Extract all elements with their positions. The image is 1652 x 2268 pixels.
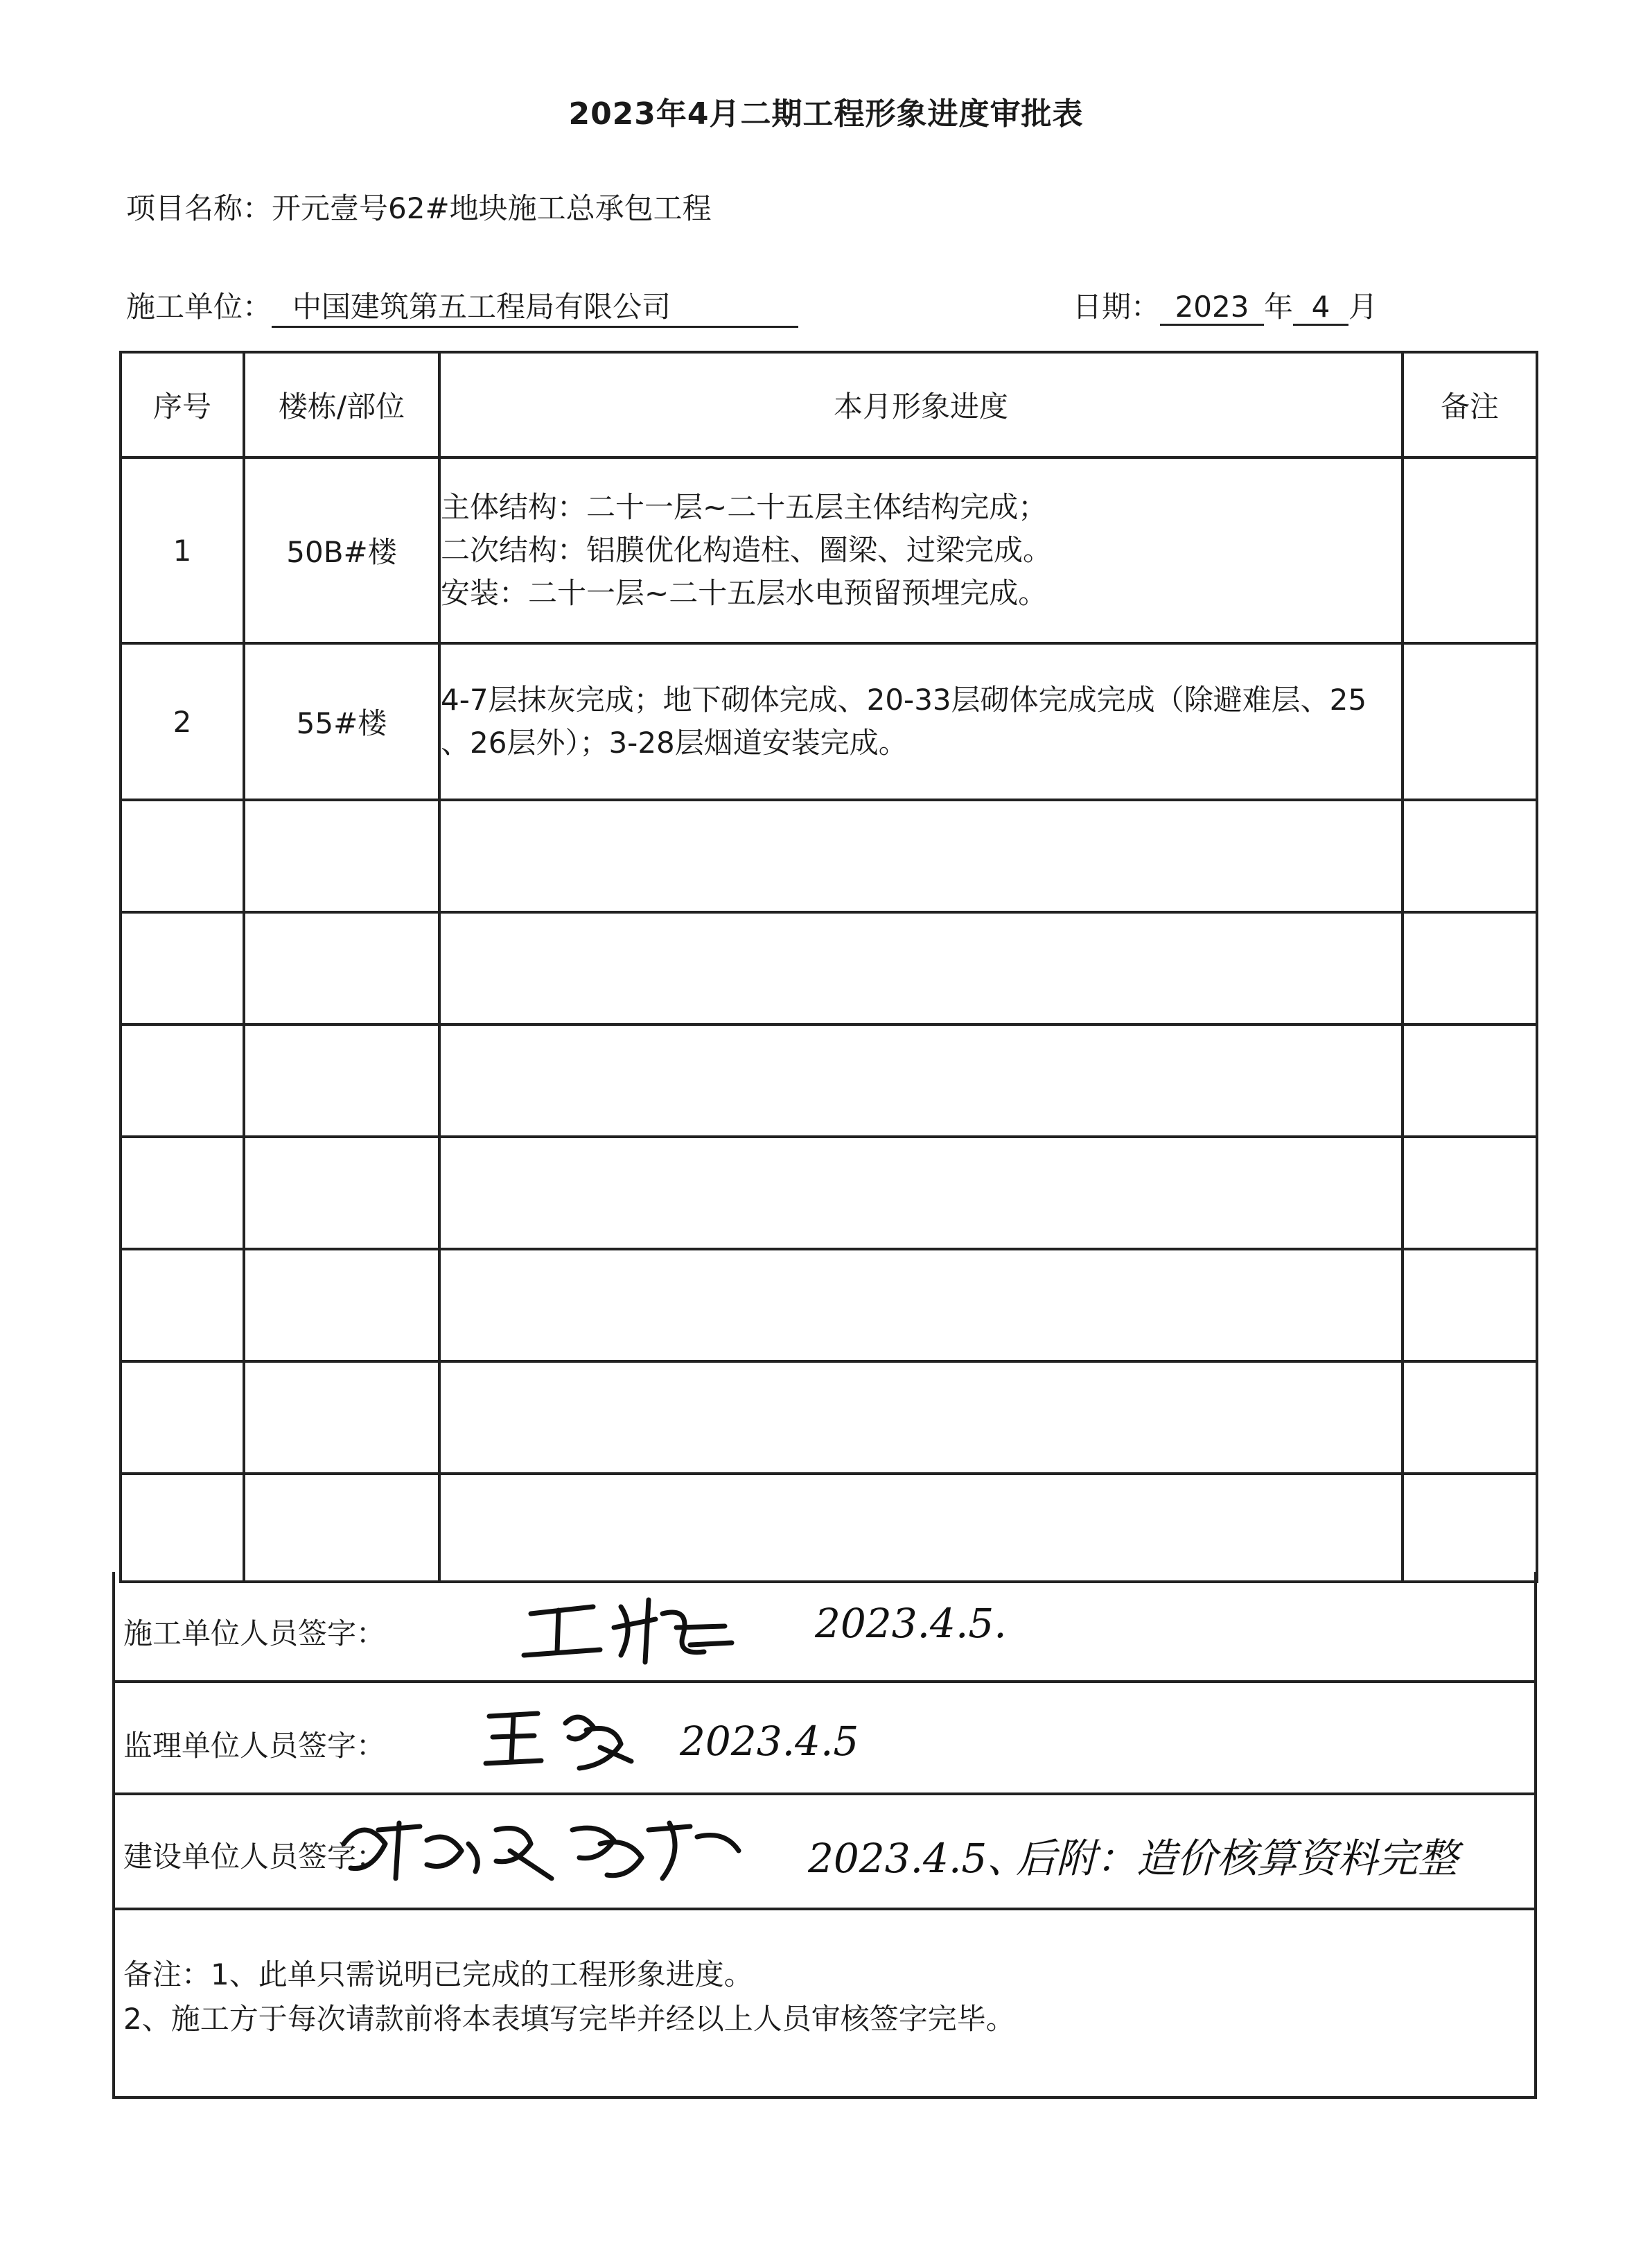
note-line-1: 备注：1、此单只需说明已完成的工程形象进度。 <box>123 1957 753 1991</box>
progress-line: 二次结构：铝膜优化构造柱、圈梁、过梁完成。 <box>441 533 1053 567</box>
empty-row <box>121 1474 1537 1582</box>
date-month: 4 <box>1293 290 1348 326</box>
owner-signature-note: 后附：造价核算资料完整 <box>1016 1835 1459 1882</box>
row-progress <box>439 643 1403 800</box>
project-name-row <box>126 186 712 227</box>
contractor-signature <box>517 1586 746 1669</box>
date-year-unit: 年 <box>1264 290 1294 324</box>
row-remark <box>1403 457 1537 643</box>
supervisor-signature-box <box>112 1683 1537 1795</box>
date-row <box>1073 284 1378 326</box>
contractor-signature-label: 施工单位人员签字： <box>123 1616 386 1650</box>
form-title: 2023年4月二期工程形象进度审批表 <box>568 96 1084 132</box>
empty-row <box>121 1249 1537 1361</box>
progress-line: 安装：二十一层~二十五层水电预留预埋完成。 <box>441 576 1048 610</box>
contractor-label: 施工单位： <box>126 290 272 324</box>
empty-row <box>121 800 1537 912</box>
owner-signature-date: 2023.4.5、 <box>808 1835 1028 1882</box>
notes-box <box>112 1910 1537 2099</box>
row-remark <box>1403 643 1537 800</box>
supervisor-signature-label: 监理单位人员签字： <box>123 1729 386 1763</box>
progress-line: 、26层外）；3-28层烟道安装完成。 <box>441 726 908 760</box>
contractor-value: 中国建筑第五工程局有限公司 <box>272 284 798 328</box>
empty-row <box>121 912 1537 1024</box>
date-month-unit: 月 <box>1348 290 1378 324</box>
table-header-row <box>121 352 1537 457</box>
date-label: 日期： <box>1073 290 1161 324</box>
row-building: 50B#楼 <box>244 457 439 643</box>
row-seq: 1 <box>121 457 244 643</box>
row-progress <box>439 457 1403 643</box>
table-row <box>121 457 1537 643</box>
empty-row <box>121 1024 1537 1137</box>
contractor-signature-date: 2023.4.5. <box>815 1600 1007 1647</box>
empty-row <box>121 1361 1537 1474</box>
header-seq: 序号 <box>121 352 244 457</box>
progress-line: 4-7层抹灰完成；地下砌体完成、20-33层砌体完成完成（除避难层、25 <box>441 683 1367 717</box>
empty-row <box>121 1137 1537 1249</box>
supervisor-signature-date: 2023.4.5 <box>680 1718 859 1765</box>
table-row <box>121 643 1537 800</box>
header-building: 楼栋/部位 <box>244 352 439 457</box>
supervisor-signature <box>475 1695 642 1779</box>
header-remark: 备注 <box>1403 352 1537 457</box>
project-name-label: 项目名称： <box>126 191 272 225</box>
project-name-value: 开元壹号62#地块施工总承包工程 <box>272 191 712 225</box>
row-seq: 2 <box>121 643 244 800</box>
header-progress: 本月形象进度 <box>439 352 1403 457</box>
owner-signature-box <box>112 1795 1537 1910</box>
progress-table <box>119 351 1538 1583</box>
progress-line: 主体结构：二十一层~二十五层主体结构完成； <box>441 490 1048 524</box>
row-building: 55#楼 <box>244 643 439 800</box>
contractor-signature-box <box>112 1572 1537 1683</box>
date-year: 2023 <box>1160 290 1264 326</box>
owner-signature-label: 建设单位人员签字： <box>123 1840 386 1874</box>
owner-signature <box>323 1802 808 1892</box>
contractor-row <box>126 284 798 328</box>
note-line-2: 2、施工方于每次请款前将本表填写完毕并经以上人员审核签字完毕。 <box>123 2002 1015 2036</box>
